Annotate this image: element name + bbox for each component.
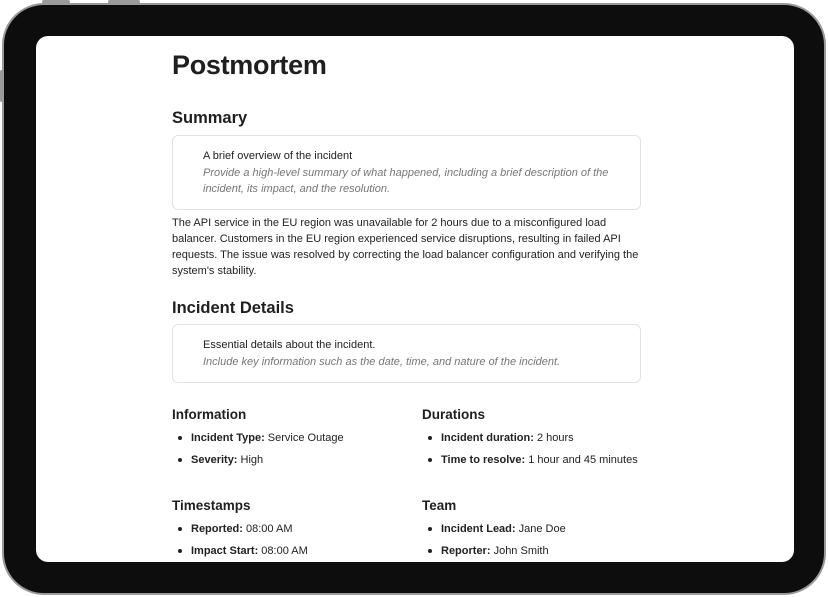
side-button	[0, 70, 3, 102]
information-heading: Information	[172, 407, 247, 422]
summary-heading: Summary	[172, 109, 248, 127]
information-list	[172, 432, 344, 475]
list-item: Impact Start: 08:00 AM	[172, 545, 308, 563]
durations-list	[422, 432, 638, 475]
timestamps-list	[172, 523, 308, 562]
durations-heading: Durations	[422, 407, 486, 422]
callout-description: Include key information such as the date, time, and nature of the incident.	[203, 356, 561, 368]
list-item: Reporter: John Smith	[422, 545, 566, 563]
callout-title: Essential details about the incident.	[203, 339, 376, 351]
team-list	[422, 523, 566, 562]
details-callout	[172, 324, 641, 383]
timestamps-heading: Timestamps	[172, 498, 251, 513]
list-item: Incident Lead: Jane Doe	[422, 523, 566, 545]
list-item: Reported: 08:00 AM	[172, 523, 308, 545]
screen	[36, 36, 794, 562]
summary-callout	[172, 135, 641, 210]
summary-text: The API service in the EU region was unavailable for 2 hours due to a misconfigured load balancer. Customers in the EU region experienced service disruptions, resulting in failed API requests. The issue was resolved by correcting the load balancer configuration and verifying the system's stability.	[172, 217, 639, 277]
team-heading: Team	[422, 498, 457, 513]
list-item: Time to resolve: 1 hour and 45 minutes	[422, 454, 638, 476]
list-item: Severity: High	[172, 454, 344, 476]
power-button	[108, 0, 140, 4]
incident-details-heading: Incident Details	[172, 299, 294, 317]
page-title: Postmortem	[172, 50, 327, 80]
list-item: Incident Type: Service Outage	[172, 432, 344, 454]
volume-button	[42, 0, 70, 4]
list-item: Incident duration: 2 hours	[422, 432, 638, 454]
callout-title: A brief overview of the incident	[203, 150, 353, 162]
callout-description: Provide a high-level summary of what happened, including a brief description of the incident, its impact, and the resolution.	[203, 167, 609, 195]
